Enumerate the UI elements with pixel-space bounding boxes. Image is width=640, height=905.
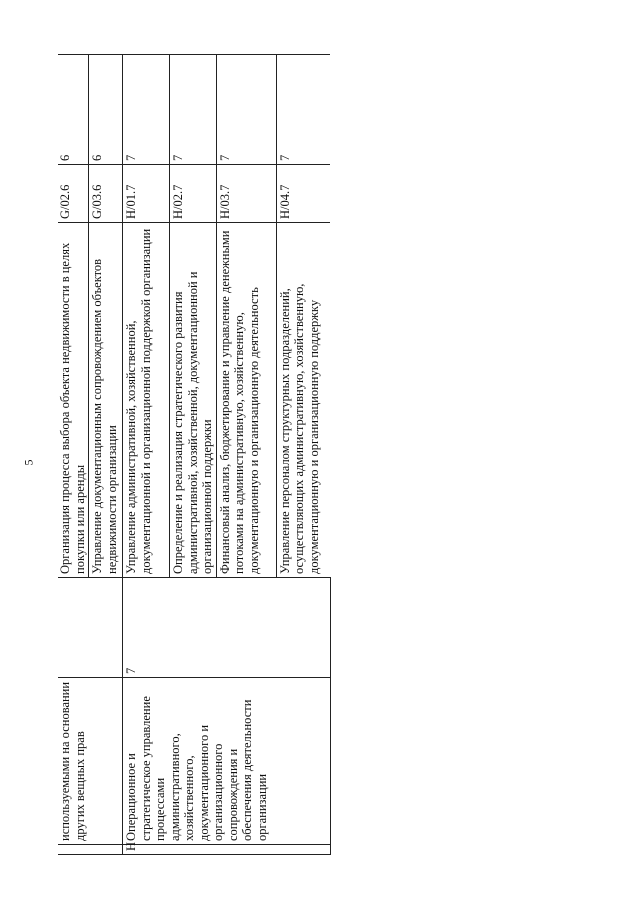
function-code-cell: G/03.6 [89, 165, 123, 223]
function-level-cell: 6 [89, 55, 123, 165]
function-code-cell: H/04.7 [276, 165, 330, 223]
function-level-cell: 7 [216, 55, 276, 165]
table-row [58, 55, 89, 855]
page-number: 5 [21, 459, 36, 466]
function-code-cell: H/01.7 [123, 165, 170, 223]
gen-function-description-cell: используемыми на основании других вещных прав [58, 678, 123, 845]
table-row [123, 55, 170, 855]
function-code-cell: H/02.7 [170, 165, 217, 223]
function-level-cell: 6 [58, 55, 89, 165]
gen-function-level-cell: 7 [123, 578, 331, 678]
function-level-cell: 7 [170, 55, 217, 165]
function-name-cell: Организация процесса выбора объекта недвижимости в целях покупки или аренды [58, 223, 89, 578]
functions-table [58, 54, 331, 855]
rotated-table-container [58, 55, 328, 855]
gen-function-code-cell: H [123, 845, 331, 855]
function-name-cell: Управление административной, хозяйственной, документационной и организационной поддержкой организации [123, 223, 170, 578]
function-name-cell: Определение и реализация стратегического развития административной, хозяйственной, документационной и организационной поддержки [170, 223, 217, 578]
function-level-cell: 7 [123, 55, 170, 165]
function-code-cell: G/02.6 [58, 165, 89, 223]
function-name-cell: Финансовый анализ, бюджетирование и управление денежными потоками на административную, хозяйственную, документационную и организационную деятельность [216, 223, 276, 578]
gen-function-description-cell: Операционное и стратегическое управление процессами административного, хозяйственного, документационного и организационного сопровождения и обеспечения деятельности организации [123, 678, 331, 845]
function-code-cell: H/03.7 [216, 165, 276, 223]
function-name-cell: Управление персоналом структурных подразделений, осуществляющих административную, хозяйственную, документационную и организационную поддержку [276, 223, 330, 578]
function-level-cell: 7 [276, 55, 330, 165]
gen-function-level-cell [58, 578, 123, 678]
function-name-cell: Управление документационным сопровождением объектов недвижимости организации [89, 223, 123, 578]
gen-function-code-cell [58, 845, 123, 855]
